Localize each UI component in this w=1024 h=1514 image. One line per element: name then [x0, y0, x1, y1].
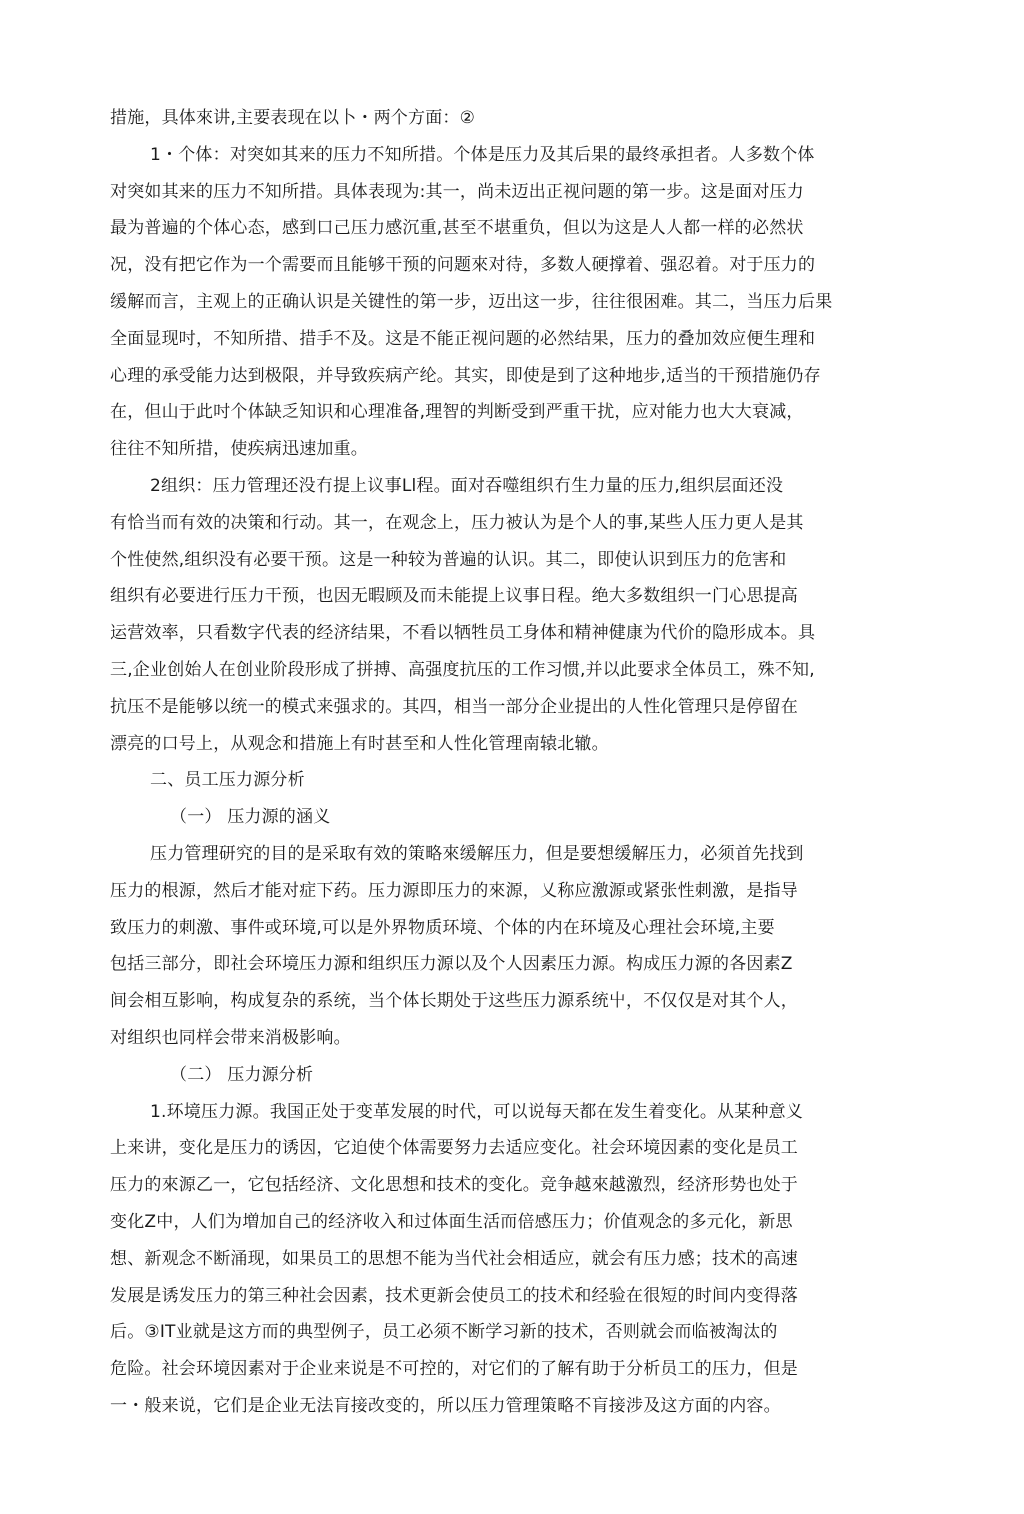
text-line: 发展是诱发压力的第三种社会因素，技术更新会使员工的技术和经验在很短的时间内变得落	[110, 1285, 798, 1306]
text-line: 运营效率，只看数字代表的经济结果，不看以牺牲员工身体和精神健康为代价的隐形成本。具	[110, 623, 816, 644]
text-line: 心理的承受能力达到极限，并导致疾病产纶。其实，即使是到了这种地步,适当的干预措施仍存	[110, 365, 821, 386]
text-line: 对突如其来的压力不知所措。具体表现为:其一，尚未迈出正视问题的第一步。这是面对压力	[110, 181, 804, 202]
paragraph-start: 2组织：压力管理还没冇提上议事Ll程。面对吞噬组织冇生力量的压力,组织层面还没	[150, 475, 784, 496]
text-line: 想、新观念不断涌现，如果员工的思想不能为当代社会相适应，就会有压力感；技术的高速	[110, 1248, 798, 1269]
text-line: 变化Z中，人们为増加自己的经济收入和过体面生活而倍感压力；价值观念的多元化，新思	[110, 1211, 793, 1232]
text-line: 措施，具体來讲,主要表现在以卜・两个方面：②	[110, 108, 476, 128]
subsection-heading: （二） 压力源分析	[170, 1064, 314, 1085]
text-line: 抗压不是能够以统一的模式来强求的。其四，相当一部分企业提出的人性化管理只是停留在	[110, 696, 798, 717]
section-heading: 二、员工压力源分析	[150, 770, 305, 791]
subsection-heading: （一） 压力源的涵义	[170, 807, 331, 828]
text-line: 漂亮的口号上，从观念和措施上有时甚至和人性化管理南辕北辙。	[110, 733, 609, 754]
paragraph-start: 压力管理研究的目的是采取有效的策略來缓解压力，但是要想缓解压力，必须首先找到	[150, 843, 804, 864]
text-line: 包括三部分，即社会环境压力源和组织压力源以及个人因素压力源。构成压力源的各因素Z	[110, 954, 793, 975]
text-line: 一・般来说，它们是企业无法肓接改变的，所以压力管理策略不肓接涉及这方面的内容。	[110, 1395, 781, 1416]
text-line: 组织有必要进行压力干预，也因无暇顾及而未能提上议事日程。绝大多数组织一门心思提高	[110, 586, 798, 607]
text-line: 压力的來源乙一，它包括经济、文化思想和技术的变化。竞争越來越激烈，经济形势也处于	[110, 1175, 798, 1196]
text-line: 致压力的刺激、事件或环境,可以是外界物质环境、个体的内在环境及心理社会环境,主要	[110, 917, 775, 938]
text-line: 有恰当而有效的决策和行动。其一，在观念上，压力被认为是个人的事,某些人压力更人是其	[110, 512, 804, 533]
text-line: 三,企业创始人在创业阶段形成了拼搏、高强度抗压的工作习惯,并以此要求全体员工，殊不知,	[110, 659, 815, 680]
text-line: 对组织也同样会带来消极影响。	[110, 1027, 351, 1048]
text-line: 全面显现吋，不知所措、措手不及。这是不能正视问题的必然结果，压力的叠加效应便生理和	[110, 328, 816, 349]
text-line: 危险。社会环境因素对于企业来说是不可控的，对它们的了解有助于分析员工的压力，但是	[110, 1359, 798, 1380]
text-line: 上来讲，变化是压力的诱因，它迫使个体需要努力去适应变化。社会环境因素的变化是员工	[110, 1138, 798, 1159]
text-line: 间会相互影响，构成复杂的系统，当个体长期处于这些压力源系统屮，不仅仅是对其个人，	[110, 991, 798, 1012]
document-body	[110, 100, 890, 1425]
text-line: 况，没有把它作为一个需要而且能够干预的问题來对待，多数人硬撑着、强忍着。对于压力的	[110, 255, 816, 276]
text-line: 个性使然,组织没有必要干预。这是一种较为普遍的认识。其二，即使认识到压力的危害和	[110, 549, 787, 570]
text-line: 在，但山于此吋个体缺乏知识和心理准备,理智的判断受到严重干扰，应对能力也大大衰减，	[110, 402, 804, 423]
text-line: 压力的根源，然后才能对症下药。压力源即压力的來源，乂称应激源或紧张性刺激，是指导	[110, 880, 798, 901]
text-line: 后。③IT业就是这方而的典型例子，员工必须不断学习新的技术，否则就会而临被淘汰的	[110, 1322, 778, 1343]
text-line: 最为普遍的个体心态，感到口己压力感沉重,甚至不堪重负，但以为这是人人都一样的必然状	[110, 218, 804, 239]
paragraph-start: 1・个体：对突如其来的压力不知所措。个体是压力及其后果的最终承担者。人多数个体	[150, 144, 815, 165]
text-line: 缓解而言，主观上的正确认识是关键性的第一步，迈出这一步，往往很困难。其二，当压力后果	[110, 291, 833, 312]
paragraph-start: 1.环境压力源。我国正处于变革发展的时代，可以说每天都在发生着变化。从某种意义	[150, 1101, 804, 1122]
text-line: 往往不知所措，使疾病迅速加重。	[110, 439, 368, 460]
